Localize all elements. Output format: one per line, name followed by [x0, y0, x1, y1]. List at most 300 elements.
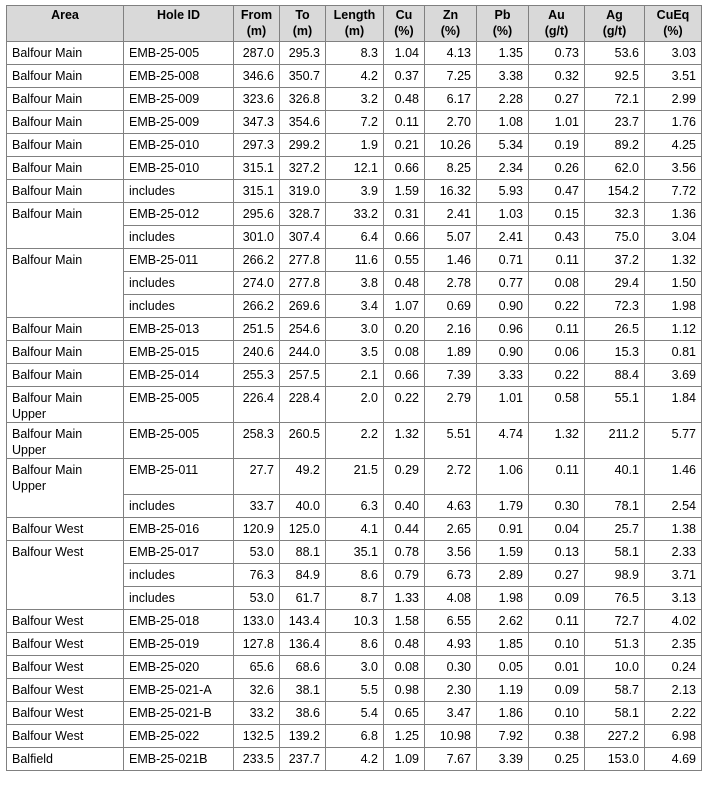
column-header-to: [280, 6, 326, 42]
cell-zn: 2.16: [425, 318, 477, 341]
cell-to: 237.7: [280, 748, 326, 771]
table-row: [7, 341, 702, 364]
cell-from: 301.0: [234, 226, 280, 249]
cell-to: 257.5: [280, 364, 326, 387]
cell-pb: 0.90: [477, 341, 529, 364]
cell-length: 2.2: [326, 423, 384, 459]
cell-pb: 0.96: [477, 318, 529, 341]
cell-hole-id: EMB-25-021B: [124, 748, 234, 771]
cell-pb: 0.77: [477, 272, 529, 295]
cell-pb: 1.86: [477, 702, 529, 725]
table-header: [7, 6, 702, 42]
cell-hole-id: EMB-25-015: [124, 341, 234, 364]
cell-pb: 3.33: [477, 364, 529, 387]
cell-au: 0.19: [529, 134, 585, 157]
cell-pb: 0.90: [477, 295, 529, 318]
cell-cu: 0.55: [384, 249, 425, 272]
cell-ag: 51.3: [585, 633, 645, 656]
cell-length: 3.0: [326, 656, 384, 679]
cell-ag: 58.1: [585, 541, 645, 564]
cell-to: 307.4: [280, 226, 326, 249]
cell-from: 266.2: [234, 249, 280, 272]
cell-length: 5.4: [326, 702, 384, 725]
cell-ag: 211.2: [585, 423, 645, 459]
table-row: [7, 249, 702, 272]
cell-area: Balfour Main Upper: [7, 387, 124, 423]
cell-area: Balfour Main: [7, 180, 124, 203]
cell-zn: 0.30: [425, 656, 477, 679]
cell-au: 0.11: [529, 318, 585, 341]
cell-ag: 72.1: [585, 88, 645, 111]
cell-area: Balfour Main: [7, 65, 124, 88]
cell-cueq: 5.77: [645, 423, 702, 459]
cell-to: 260.5: [280, 423, 326, 459]
cell-cueq: 1.98: [645, 295, 702, 318]
cell-length: 4.2: [326, 65, 384, 88]
column-header-label: Cu: [395, 8, 413, 22]
cell-zn: 2.72: [425, 459, 477, 495]
column-header-au: [529, 6, 585, 42]
column-header-label: Area: [51, 8, 79, 22]
cell-hole-id: EMB-25-013: [124, 318, 234, 341]
cell-to: 40.0: [280, 495, 326, 518]
cell-area: Balfour Main: [7, 157, 124, 180]
cell-cu: 0.98: [384, 679, 425, 702]
cell-to: 84.9: [280, 564, 326, 587]
cell-ag: 153.0: [585, 748, 645, 771]
cell-cueq: 3.03: [645, 42, 702, 65]
cell-zn: 2.78: [425, 272, 477, 295]
cell-area: Balfour West: [7, 541, 124, 610]
table-row: [7, 610, 702, 633]
cell-hole-id: EMB-25-005: [124, 423, 234, 459]
cell-au: 0.09: [529, 679, 585, 702]
column-header-unit: (%): [394, 24, 414, 38]
cell-length: 8.6: [326, 564, 384, 587]
table-row: [7, 203, 702, 226]
cell-cu: 1.04: [384, 42, 425, 65]
cell-hole-id: includes: [124, 295, 234, 318]
cell-cueq: 3.56: [645, 157, 702, 180]
cell-au: 0.22: [529, 364, 585, 387]
cell-to: 136.4: [280, 633, 326, 656]
cell-pb: 1.79: [477, 495, 529, 518]
cell-au: 0.58: [529, 387, 585, 423]
cell-length: 2.1: [326, 364, 384, 387]
cell-cu: 0.31: [384, 203, 425, 226]
cell-cueq: 1.76: [645, 111, 702, 134]
cell-to: 277.8: [280, 249, 326, 272]
cell-au: 0.22: [529, 295, 585, 318]
cell-length: 3.0: [326, 318, 384, 341]
table-row: [7, 111, 702, 134]
column-header-hole-id: [124, 6, 234, 42]
cell-hole-id: EMB-25-017: [124, 541, 234, 564]
cell-ag: 37.2: [585, 249, 645, 272]
cell-zn: 5.51: [425, 423, 477, 459]
cell-to: 139.2: [280, 725, 326, 748]
cell-length: 21.5: [326, 459, 384, 495]
cell-cu: 0.79: [384, 564, 425, 587]
cell-area: Balfield: [7, 748, 124, 771]
cell-from: 76.3: [234, 564, 280, 587]
cell-pb: 1.35: [477, 42, 529, 65]
cell-length: 4.1: [326, 518, 384, 541]
cell-length: 3.8: [326, 272, 384, 295]
cell-zn: 2.70: [425, 111, 477, 134]
column-header-cueq: [645, 6, 702, 42]
cell-hole-id: EMB-25-010: [124, 134, 234, 157]
cell-ag: 62.0: [585, 157, 645, 180]
cell-pb: 5.93: [477, 180, 529, 203]
cell-cu: 1.07: [384, 295, 425, 318]
cell-cu: 1.59: [384, 180, 425, 203]
cell-cueq: 2.22: [645, 702, 702, 725]
cell-pb: 3.39: [477, 748, 529, 771]
cell-zn: 7.25: [425, 65, 477, 88]
cell-area: Balfour Main: [7, 341, 124, 364]
cell-hole-id: EMB-25-020: [124, 656, 234, 679]
cell-cu: 0.78: [384, 541, 425, 564]
cell-pb: 1.01: [477, 387, 529, 423]
column-header-label: Pb: [494, 8, 511, 22]
cell-ag: 29.4: [585, 272, 645, 295]
table-row: [7, 88, 702, 111]
cell-cueq: 2.99: [645, 88, 702, 111]
cell-length: 8.6: [326, 633, 384, 656]
cell-pb: 0.71: [477, 249, 529, 272]
cell-from: 127.8: [234, 633, 280, 656]
cell-length: 4.2: [326, 748, 384, 771]
cell-pb: 1.85: [477, 633, 529, 656]
cell-cueq: 4.25: [645, 134, 702, 157]
cell-ag: 26.5: [585, 318, 645, 341]
cell-hole-id: EMB-25-005: [124, 387, 234, 423]
column-header-cu: [384, 6, 425, 42]
cell-to: 228.4: [280, 387, 326, 423]
cell-to: 269.6: [280, 295, 326, 318]
cell-cu: 0.48: [384, 272, 425, 295]
cell-cu: 0.44: [384, 518, 425, 541]
cell-ag: 25.7: [585, 518, 645, 541]
cell-length: 1.9: [326, 134, 384, 157]
cell-zn: 4.93: [425, 633, 477, 656]
cell-au: 0.11: [529, 459, 585, 495]
cell-cueq: 2.54: [645, 495, 702, 518]
cell-pb: 0.05: [477, 656, 529, 679]
cell-zn: 10.26: [425, 134, 477, 157]
cell-from: 315.1: [234, 157, 280, 180]
table-row: [7, 541, 702, 564]
cell-area: Balfour West: [7, 725, 124, 748]
cell-hole-id: EMB-25-019: [124, 633, 234, 656]
cell-area: Balfour Main Upper: [7, 423, 124, 459]
cell-zn: 4.63: [425, 495, 477, 518]
table-row: [7, 702, 702, 725]
cell-ag: 58.1: [585, 702, 645, 725]
column-header-unit: (m): [292, 24, 313, 38]
cell-from: 53.0: [234, 541, 280, 564]
cell-ag: 72.3: [585, 295, 645, 318]
cell-au: 0.27: [529, 88, 585, 111]
cell-ag: 154.2: [585, 180, 645, 203]
cell-au: 0.32: [529, 65, 585, 88]
cell-area: Balfour Main: [7, 249, 124, 318]
cell-zn: 6.73: [425, 564, 477, 587]
cell-cueq: 1.36: [645, 203, 702, 226]
cell-au: 0.13: [529, 541, 585, 564]
cell-au: 0.73: [529, 42, 585, 65]
cell-ag: 227.2: [585, 725, 645, 748]
cell-au: 0.10: [529, 633, 585, 656]
cell-pb: 2.41: [477, 226, 529, 249]
cell-to: 354.6: [280, 111, 326, 134]
cell-to: 327.2: [280, 157, 326, 180]
cell-hole-id: EMB-25-011: [124, 249, 234, 272]
table-body: [7, 42, 702, 771]
cell-cueq: 2.33: [645, 541, 702, 564]
cell-from: 258.3: [234, 423, 280, 459]
cell-zn: 3.47: [425, 702, 477, 725]
cell-area: Balfour Main Upper: [7, 459, 124, 518]
cell-to: 88.1: [280, 541, 326, 564]
cell-cu: 1.32: [384, 423, 425, 459]
cell-ag: 89.2: [585, 134, 645, 157]
cell-cueq: 1.84: [645, 387, 702, 423]
cell-from: 274.0: [234, 272, 280, 295]
cell-pb: 1.59: [477, 541, 529, 564]
table-row: [7, 387, 702, 423]
cell-from: 33.7: [234, 495, 280, 518]
cell-hole-id: includes: [124, 226, 234, 249]
column-header-label: To: [295, 8, 310, 22]
cell-area: Balfour Main: [7, 318, 124, 341]
cell-au: 1.01: [529, 111, 585, 134]
cell-hole-id: EMB-25-010: [124, 157, 234, 180]
cell-pb: 2.34: [477, 157, 529, 180]
cell-au: 0.38: [529, 725, 585, 748]
cell-ag: 58.7: [585, 679, 645, 702]
cell-length: 6.3: [326, 495, 384, 518]
column-header-length: [326, 6, 384, 42]
cell-area: Balfour Main: [7, 111, 124, 134]
cell-ag: 15.3: [585, 341, 645, 364]
column-header-ag: [585, 6, 645, 42]
cell-cu: 0.21: [384, 134, 425, 157]
column-header-unit: (g/t): [602, 24, 627, 38]
cell-length: 6.4: [326, 226, 384, 249]
cell-cueq: 3.69: [645, 364, 702, 387]
cell-to: 350.7: [280, 65, 326, 88]
table-row: [7, 423, 702, 459]
cell-ag: 75.0: [585, 226, 645, 249]
table-row: [7, 725, 702, 748]
cell-cu: 1.09: [384, 748, 425, 771]
cell-ag: 32.3: [585, 203, 645, 226]
cell-cueq: 3.04: [645, 226, 702, 249]
cell-zn: 4.08: [425, 587, 477, 610]
column-header-pb: [477, 6, 529, 42]
cell-au: 0.10: [529, 702, 585, 725]
column-header-unit: (%): [440, 24, 461, 38]
cell-from: 295.6: [234, 203, 280, 226]
cell-au: 0.26: [529, 157, 585, 180]
cell-cueq: 1.38: [645, 518, 702, 541]
cell-from: 266.2: [234, 295, 280, 318]
table-row: [7, 364, 702, 387]
cell-zn: 7.39: [425, 364, 477, 387]
cell-au: 0.04: [529, 518, 585, 541]
cell-cueq: 6.98: [645, 725, 702, 748]
cell-length: 35.1: [326, 541, 384, 564]
cell-ag: 98.9: [585, 564, 645, 587]
cell-from: 346.6: [234, 65, 280, 88]
cell-cueq: 1.32: [645, 249, 702, 272]
cell-hole-id: EMB-25-008: [124, 65, 234, 88]
cell-ag: 10.0: [585, 656, 645, 679]
column-header-label: Au: [548, 8, 565, 22]
cell-length: 12.1: [326, 157, 384, 180]
drill-results-table: [6, 5, 702, 771]
table-row: [7, 656, 702, 679]
cell-cueq: 3.71: [645, 564, 702, 587]
cell-cu: 0.22: [384, 387, 425, 423]
column-header-unit: (m): [246, 24, 267, 38]
cell-to: 299.2: [280, 134, 326, 157]
cell-length: 11.6: [326, 249, 384, 272]
table-row: [7, 518, 702, 541]
cell-area: Balfour Main: [7, 88, 124, 111]
table-row: [7, 134, 702, 157]
cell-from: 315.1: [234, 180, 280, 203]
table-row: [7, 748, 702, 771]
cell-length: 10.3: [326, 610, 384, 633]
cell-hole-id: includes: [124, 180, 234, 203]
cell-area: Balfour Main: [7, 364, 124, 387]
cell-to: 277.8: [280, 272, 326, 295]
cell-ag: 76.5: [585, 587, 645, 610]
cell-ag: 55.1: [585, 387, 645, 423]
cell-zn: 2.30: [425, 679, 477, 702]
cell-au: 0.43: [529, 226, 585, 249]
cell-au: 0.01: [529, 656, 585, 679]
cell-cueq: 0.24: [645, 656, 702, 679]
cell-length: 8.3: [326, 42, 384, 65]
cell-hole-id: EMB-25-021-A: [124, 679, 234, 702]
cell-hole-id: EMB-25-014: [124, 364, 234, 387]
cell-to: 326.8: [280, 88, 326, 111]
cell-from: 233.5: [234, 748, 280, 771]
cell-area: Balfour West: [7, 610, 124, 633]
cell-length: 3.4: [326, 295, 384, 318]
column-header-label: Zn: [442, 8, 459, 22]
cell-from: 323.6: [234, 88, 280, 111]
cell-to: 68.6: [280, 656, 326, 679]
table-row: [7, 459, 702, 495]
cell-zn: 2.65: [425, 518, 477, 541]
cell-zn: 1.46: [425, 249, 477, 272]
cell-pb: 7.92: [477, 725, 529, 748]
column-header-label: Hole ID: [156, 8, 201, 22]
cell-to: 49.2: [280, 459, 326, 495]
cell-cu: 0.66: [384, 157, 425, 180]
cell-hole-id: EMB-25-018: [124, 610, 234, 633]
cell-ag: 92.5: [585, 65, 645, 88]
table-row: [7, 318, 702, 341]
cell-au: 0.11: [529, 610, 585, 633]
cell-zn: 10.98: [425, 725, 477, 748]
column-header-label: Ag: [606, 8, 623, 22]
cell-pb: 4.74: [477, 423, 529, 459]
cell-ag: 23.7: [585, 111, 645, 134]
cell-zn: 16.32: [425, 180, 477, 203]
column-header-label: From: [240, 8, 273, 22]
cell-au: 0.47: [529, 180, 585, 203]
cell-pb: 1.06: [477, 459, 529, 495]
cell-to: 61.7: [280, 587, 326, 610]
cell-cu: 0.48: [384, 88, 425, 111]
cell-cueq: 4.02: [645, 610, 702, 633]
cell-to: 254.6: [280, 318, 326, 341]
cell-au: 0.09: [529, 587, 585, 610]
cell-cu: 0.65: [384, 702, 425, 725]
cell-from: 255.3: [234, 364, 280, 387]
table-row: [7, 180, 702, 203]
cell-length: 3.9: [326, 180, 384, 203]
cell-au: 0.15: [529, 203, 585, 226]
cell-hole-id: includes: [124, 587, 234, 610]
cell-cueq: 3.51: [645, 65, 702, 88]
cell-hole-id: EMB-25-016: [124, 518, 234, 541]
cell-area: Balfour Main: [7, 203, 124, 249]
column-header-zn: [425, 6, 477, 42]
cell-pb: 3.38: [477, 65, 529, 88]
cell-to: 143.4: [280, 610, 326, 633]
table-row: [7, 65, 702, 88]
cell-zn: 4.13: [425, 42, 477, 65]
cell-cueq: 2.35: [645, 633, 702, 656]
cell-hole-id: EMB-25-012: [124, 203, 234, 226]
cell-length: 7.2: [326, 111, 384, 134]
cell-au: 0.27: [529, 564, 585, 587]
cell-pb: 1.08: [477, 111, 529, 134]
table-row: [7, 42, 702, 65]
column-header-from: [234, 6, 280, 42]
cell-from: 33.2: [234, 702, 280, 725]
cell-pb: 1.98: [477, 587, 529, 610]
cell-zn: 8.25: [425, 157, 477, 180]
cell-cu: 0.40: [384, 495, 425, 518]
cell-from: 251.5: [234, 318, 280, 341]
cell-from: 27.7: [234, 459, 280, 495]
cell-cueq: 3.13: [645, 587, 702, 610]
cell-cueq: 1.50: [645, 272, 702, 295]
cell-area: Balfour West: [7, 633, 124, 656]
cell-area: Balfour Main: [7, 42, 124, 65]
column-header-label: Length: [333, 8, 376, 22]
cell-cu: 1.25: [384, 725, 425, 748]
cell-to: 328.7: [280, 203, 326, 226]
cell-cu: 1.33: [384, 587, 425, 610]
cell-ag: 40.1: [585, 459, 645, 495]
cell-zn: 1.89: [425, 341, 477, 364]
cell-cu: 0.08: [384, 656, 425, 679]
cell-length: 33.2: [326, 203, 384, 226]
cell-zn: 6.55: [425, 610, 477, 633]
cell-from: 240.6: [234, 341, 280, 364]
cell-zn: 2.79: [425, 387, 477, 423]
cell-from: 133.0: [234, 610, 280, 633]
